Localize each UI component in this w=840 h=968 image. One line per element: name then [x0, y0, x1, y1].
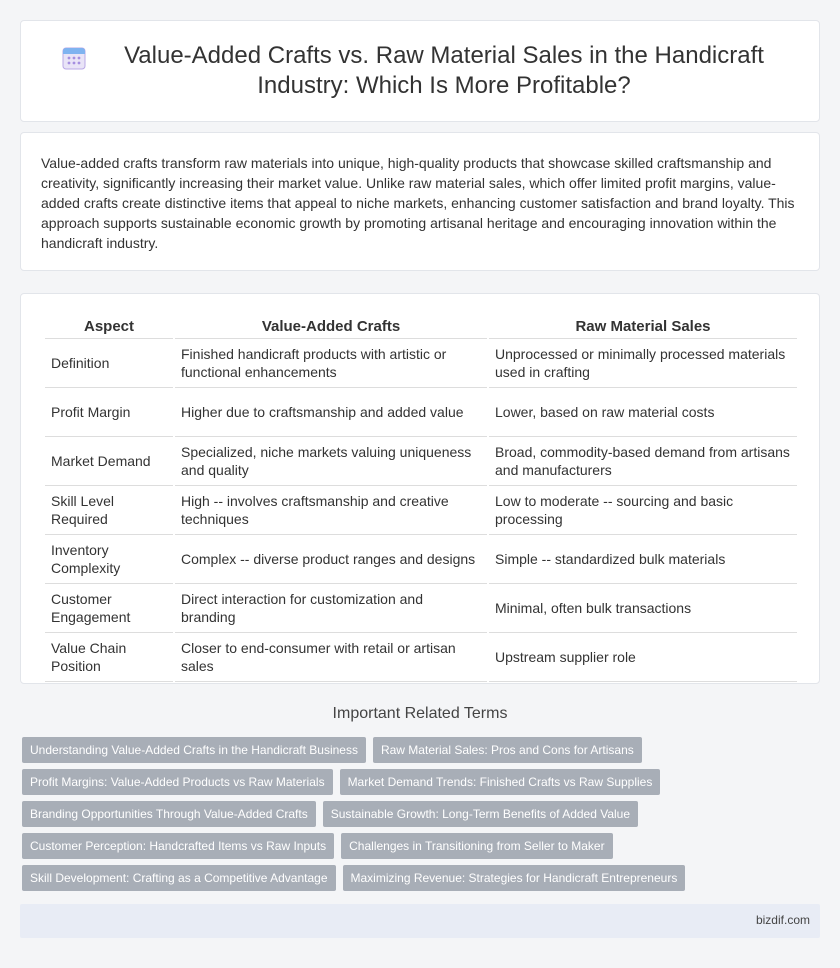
row-value-added: Finished handicraft products with artistic or functional enhancements	[175, 339, 487, 388]
title-card	[20, 20, 820, 122]
table-row	[45, 486, 797, 535]
row-value-added: Direct interaction for customization and branding	[175, 584, 487, 633]
tag-row	[22, 801, 822, 827]
related-term-tag[interactable]: Customer Perception: Handcrafted Items vs Raw Inputs	[22, 833, 334, 859]
related-term-tag[interactable]: Raw Material Sales: Pros and Cons for Artisans	[373, 737, 642, 763]
calendar-icon	[61, 45, 87, 71]
row-aspect: Profit Margin	[45, 388, 173, 437]
table-row	[45, 535, 797, 584]
row-aspect: Skill Level Required	[45, 486, 173, 535]
related-term-tag[interactable]: Maximizing Revenue: Strategies for Handicraft Entrepreneurs	[343, 865, 686, 891]
table-row	[45, 339, 797, 388]
table-row	[45, 633, 797, 682]
row-raw-material: Broad, commodity-based demand from artisans and manufacturers	[489, 437, 797, 486]
row-raw-material: Lower, based on raw material costs	[489, 388, 797, 437]
related-term-tag[interactable]: Sustainable Growth: Long-Term Benefits of Added Value	[323, 801, 638, 827]
row-value-added: Specialized, niche markets valuing uniqueness and quality	[175, 437, 487, 486]
row-raw-material: Upstream supplier role	[489, 633, 797, 682]
table-row	[45, 437, 797, 486]
related-term-tag[interactable]: Skill Development: Crafting as a Competitive Advantage	[22, 865, 336, 891]
row-aspect: Customer Engagement	[45, 584, 173, 633]
header-aspect: Aspect	[45, 312, 173, 339]
site-name[interactable]: bizdif.com	[755, 913, 810, 927]
comparison-card	[20, 293, 820, 684]
header-value-added: Value-Added Crafts	[175, 312, 487, 339]
related-term-tag[interactable]: Profit Margins: Value-Added Products vs Raw Materials	[22, 769, 333, 795]
row-aspect: Market Demand	[45, 437, 173, 486]
comparison-table	[43, 312, 799, 682]
tag-row	[22, 865, 822, 891]
related-terms-heading: Important Related Terms	[332, 705, 508, 722]
footer	[20, 904, 820, 938]
page-title: Value-Added Crafts vs. Raw Material Sales in the Handicraft Industry: Which Is More Profitable?	[124, 42, 764, 99]
row-aspect: Value Chain Position	[45, 633, 173, 682]
table-row	[45, 584, 797, 633]
intro-paragraph: Value-added crafts transform raw materials into unique, high-quality products that showcase skilled craftsmanship and creativity, significantly increasing their market value. Unlike raw material sales, which offer limited profit margins, value-added crafts create distinctive items that appeal to niche markets, enhancing customer satisfaction and brand loyalty. This approach supports sustainable economic growth by promoting artisanal heritage and encouraging innovation within the handicraft industry.	[41, 155, 795, 251]
row-value-added: Higher due to craftsmanship and added value	[175, 388, 487, 437]
row-raw-material: Minimal, often bulk transactions	[489, 584, 797, 633]
related-term-tag[interactable]: Market Demand Trends: Finished Crafts vs Raw Supplies	[340, 769, 661, 795]
tag-row	[22, 833, 822, 859]
tag-row	[22, 769, 822, 795]
related-term-tag[interactable]: Challenges in Transitioning from Seller to Maker	[341, 833, 612, 859]
row-value-added: Closer to end-consumer with retail or artisan sales	[175, 633, 487, 682]
tag-row	[22, 737, 822, 763]
row-raw-material: Unprocessed or minimally processed materials used in crafting	[489, 339, 797, 388]
table-row	[45, 388, 797, 437]
row-value-added: High -- involves craftsmanship and creative techniques	[175, 486, 487, 535]
related-term-tag[interactable]: Understanding Value-Added Crafts in the Handicraft Business	[22, 737, 366, 763]
title-wrap	[21, 41, 819, 101]
row-aspect: Definition	[45, 339, 173, 388]
intro-card	[20, 132, 820, 271]
row-raw-material: Low to moderate -- sourcing and basic processing	[489, 486, 797, 535]
related-terms-list	[22, 737, 822, 897]
related-term-tag[interactable]: Branding Opportunities Through Value-Added Crafts	[22, 801, 316, 827]
row-value-added: Complex -- diverse product ranges and designs	[175, 535, 487, 584]
header-raw-material: Raw Material Sales	[489, 312, 797, 339]
row-raw-material: Simple -- standardized bulk materials	[489, 535, 797, 584]
table-header-row	[45, 312, 797, 339]
row-aspect: Inventory Complexity	[45, 535, 173, 584]
